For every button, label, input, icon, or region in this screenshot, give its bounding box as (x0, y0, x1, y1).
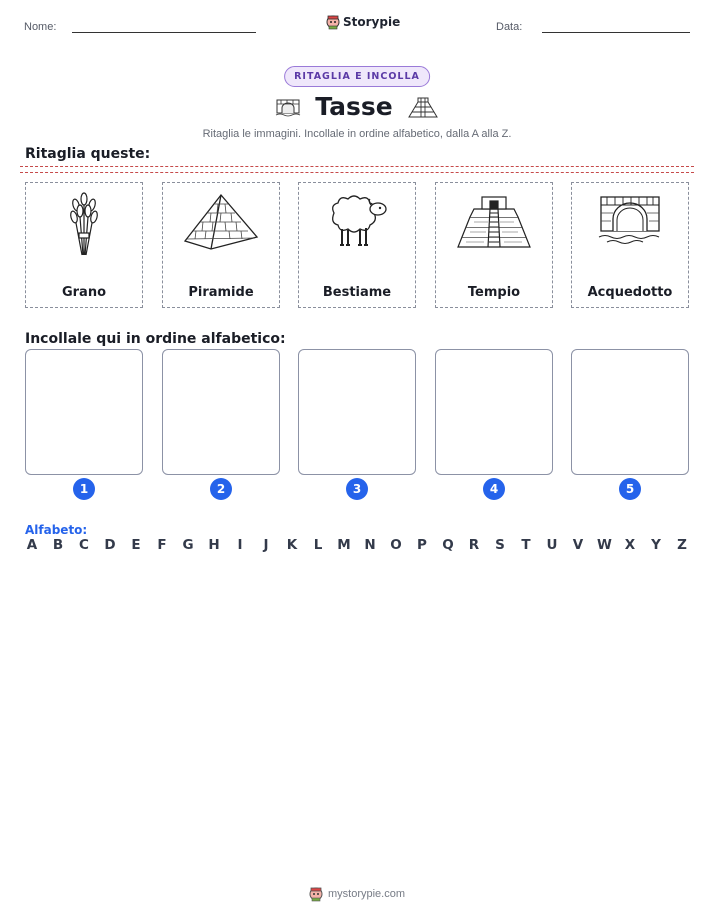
alphabet-letter: D (104, 537, 116, 553)
cut-card-tempio[interactable] (435, 182, 553, 308)
paste-box-4[interactable] (435, 349, 553, 475)
card-label: Piramide (188, 285, 254, 300)
storypie-mascot-icon (309, 886, 323, 902)
paste-heading: Incollale qui in ordine alfabetico: (25, 331, 286, 347)
paste-number-badge: 2 (210, 478, 232, 500)
paste-number-badge: 4 (483, 478, 505, 500)
alphabet-letter: V (572, 537, 584, 553)
footer-url[interactable]: mystorypie.com (327, 888, 406, 900)
alphabet-row (25, 537, 689, 553)
name-write-line (72, 32, 256, 33)
alphabet-letter: K (286, 537, 298, 553)
alphabet-letter: M (337, 537, 351, 553)
instructions: Ritaglia le immagini. Incollale in ordine alfabetico, dalla A alla Z. (202, 128, 512, 140)
wheat-icon (64, 191, 104, 257)
page-title: Tasse (315, 92, 393, 121)
activity-badge: RITAGLIA E INCOLLA (284, 66, 430, 87)
footer (0, 886, 714, 902)
alphabet-letter: B (52, 537, 64, 553)
alphabet-letter: L (313, 537, 323, 553)
alphabet-letter: U (546, 537, 558, 553)
storypie-mascot-icon (326, 14, 340, 30)
paste-box-3[interactable] (298, 349, 416, 475)
alphabet-letter: W (597, 537, 612, 553)
brand-logo (326, 14, 400, 30)
cut-card-bestiame[interactable] (298, 182, 416, 308)
paste-number-badge: 5 (619, 478, 641, 500)
sheep-icon (324, 191, 390, 249)
aqueduct-icon (597, 191, 663, 247)
paste-box-5[interactable] (571, 349, 689, 475)
alphabet-letter: F (157, 537, 167, 553)
cut-card-piramide[interactable] (162, 182, 280, 308)
date-label: Data: (496, 21, 523, 33)
cut-card-grano[interactable] (25, 182, 143, 308)
cut-card-acquedotto[interactable] (571, 182, 689, 308)
alphabet-letter: S (495, 537, 505, 553)
paste-box-2[interactable] (162, 349, 280, 475)
date-write-line (542, 32, 690, 33)
temple-icon (407, 95, 439, 119)
paste-box-1[interactable] (25, 349, 143, 475)
alphabet-letter: Y (651, 537, 661, 553)
alphabet-letter: A (26, 537, 38, 553)
alphabet-letter: Z (677, 537, 687, 553)
alphabet-letter: E (131, 537, 141, 553)
brand-name: Storypie (343, 15, 401, 29)
alphabet-heading: Alfabeto: (25, 523, 88, 537)
alphabet-letter: C (79, 537, 89, 553)
temple-icon (456, 191, 532, 249)
alphabet-letter: Q (442, 537, 454, 553)
name-label: Nome: (24, 21, 57, 33)
alphabet-letter: O (390, 537, 402, 553)
card-label: Tempio (467, 285, 521, 300)
alphabet-letter: T (521, 537, 531, 553)
alphabet-letter: J (263, 537, 269, 553)
cut-dashed-line (20, 166, 694, 173)
alphabet-letter: X (624, 537, 636, 553)
alphabet-letter: P (417, 537, 427, 553)
aqueduct-icon (275, 96, 301, 118)
card-label: Bestiame (322, 285, 392, 300)
title-row (0, 92, 714, 121)
paste-number-badge: 3 (346, 478, 368, 500)
alphabet-letter: N (364, 537, 376, 553)
pyramid-icon (181, 191, 261, 251)
alphabet-letter: R (468, 537, 480, 553)
card-label: Grano (61, 285, 107, 300)
cut-heading: Ritaglia queste: (25, 146, 151, 162)
card-label: Acquedotto (587, 285, 673, 300)
alphabet-letter: I (237, 537, 243, 553)
paste-number-badge: 1 (73, 478, 95, 500)
alphabet-letter: H (208, 537, 220, 553)
alphabet-letter: G (182, 537, 194, 553)
